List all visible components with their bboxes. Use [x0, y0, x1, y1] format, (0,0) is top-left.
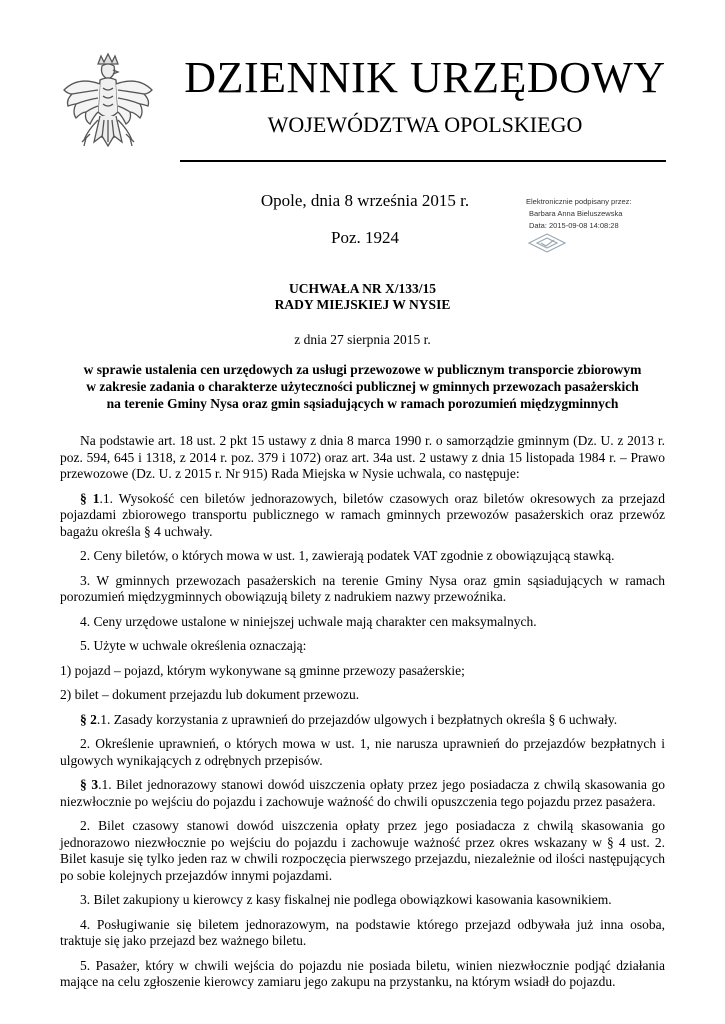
resolution-date: z dnia 27 sierpnia 2015 r. — [294, 332, 431, 347]
section-2-paragraph-2: 2. Określenie uprawnień, o których mowa w ust. 1, nie narusza uprawnień do przejazdów bezpłatnych i ulgowych wynikających z odrębnych przepisów. — [60, 736, 665, 768]
section-1-paragraph-5: 5. Użyte w uchwale określenia oznaczają: — [80, 638, 307, 653]
section-3-label: § 3 — [80, 777, 99, 792]
section-2-label: § 2 — [80, 711, 97, 727]
masthead-divider — [180, 160, 666, 162]
resolution-title — [60, 281, 665, 313]
subject-line-2: w zakresie zadania o charakterze użyteczności publicznej w gminnych przewozach pasażerskich — [86, 379, 639, 394]
eagle-emblem-icon — [58, 50, 158, 170]
section-1-paragraph-2: 2. Ceny biletów, o których mowa w ust. 1, zawierają podatek VAT zgodnie z obowiązującą stawką. — [80, 548, 615, 563]
signature-signer: Barbara Anna Bieluszewska — [529, 209, 623, 218]
publication-place-date: Opole, dnia 8 września 2015 r. — [260, 191, 470, 210]
section-3-paragraph-3: 3. Bilet zakupiony u kierowcy z kasy fiskalnej nie podlega obowiązkowi kasowania kasownikiem. — [80, 892, 612, 907]
signature-line-1: Elektronicznie podpisany przez: — [526, 197, 632, 206]
electronic-signature — [526, 196, 706, 232]
definition-item-2: 2) bilet – dokument przejazdu lub dokument przewozu. — [60, 687, 360, 702]
section-3-paragraph-1: § 3.1. Bilet jednorazowy stanowi dowód uiszczenia opłaty przez jego posiadacza z chwilą skasowania go niezwłocznie po wejściu do pojazdu i zachowuje ważność do chwili opuszczenia tego pojazdu przez pasażera. — [60, 777, 666, 809]
subject-line-1: w sprawie ustalenia cen urzędowych za usługi przewozowe w publicznym transporcie zbiorowym — [83, 362, 642, 377]
section-1-paragraph-4: 4. Ceny urzędowe ustalone w niniejszej uchwale mają charakter cen maksymalnych. — [80, 613, 537, 629]
preamble: Na podstawie art. 18 ust. 2 pkt 15 ustawy z dnia 8 marca 1990 r. o samorządzie gminnym (Dz. U. z 2013 r. poz. 594, 645 i 1318, z 2014 r. poz. 379 i 1072) oraz art. 34a ust. 2 ustawy z dnia 15 listopada 1984 r. – Prawo przewozowe (Dz. U. z 2015 r. Nr 915) Rada Miejska w Nysie uchwala, co następuje: — [60, 433, 665, 481]
masthead-subtitle: WOJEWÓDZTWA OPOLSKIEGO — [267, 112, 583, 137]
section-3-paragraph-2: 2. Bilet czasowy stanowi dowód uiszczenia opłaty przez jego posiadacza z chwilą skasowania go jednorazowo niezwłocznie po wejściu do pojazdu i zachowuje ważność przez okres wskazany w § 4 ust. 2. Bilet kasuje się tylko jeden raz w chwili rozpoczęcia pierwszego przejazdu, niezależnie od ilości następujących po sobie kolejnych przejazdów innymi pojazdami. — [60, 818, 665, 883]
section-1-paragraph-3: 3. W gminnych przewozach pasażerskich na terenie Gminy Nysa oraz gmin sąsiadujących w ramach porozumień międzygminnych obowiązują bilety z nadrukiem nazwy przewoźnika. — [60, 572, 665, 604]
section-3-paragraph-5: 5. Pasażer, który w chwili wejścia do pojazdu nie posiada biletu, winien niezwłocznie podjąć działania mające na celu zgłoszenie kierowcy zamiaru jego zakupu na przystanku, na którym wsiadł do pojazdu. — [60, 957, 665, 989]
definition-item-1: 1) pojazd – pojazd, którym wykonywane są gminne przewozy pasażerskie; — [60, 662, 465, 678]
resolution-body — [60, 433, 665, 997]
subject-line-3: na terenie Gminy Nysa oraz gmin sąsiadujących w ramach porozumień międzygminnych — [106, 396, 619, 411]
resolution-subject — [60, 361, 665, 412]
signature-date: Data: 2015-09-08 14:08:28 — [529, 221, 619, 230]
section-1-label: § 1 — [80, 490, 100, 506]
position-number: Poz. 1924 — [331, 228, 399, 247]
resolution-council: RADY MIEJSKIEJ W NYSIE — [274, 297, 451, 312]
masthead-title: DZIENNIK URZĘDOWY — [184, 53, 666, 102]
section-2-paragraph-1: § 2.1. Zasady korzystania z uprawnień do przejazdów ulgowych i bezpłatnych określa § 6 uchwały. — [80, 711, 618, 727]
resolution-number: UCHWAŁA NR X/133/15 — [288, 281, 436, 296]
section-1-paragraph-1: § 1.1. Wysokość cen biletów jednorazowych, biletów czasowych oraz biletów okresowych za przejazd pojazdami zbiorowego transportu publicznego w ramach gminnych przewozów pasażerskich oraz przewóz bagażu określa § 4 uchwały. — [60, 490, 665, 539]
signature-check-icon — [527, 232, 567, 254]
section-3-paragraph-4: 4. Posługiwanie się biletem jednorazowym, na podstawie którego przejazd odbywała już inna osoba, traktuje się jako przejazd bez ważnego biletu. — [60, 916, 665, 948]
